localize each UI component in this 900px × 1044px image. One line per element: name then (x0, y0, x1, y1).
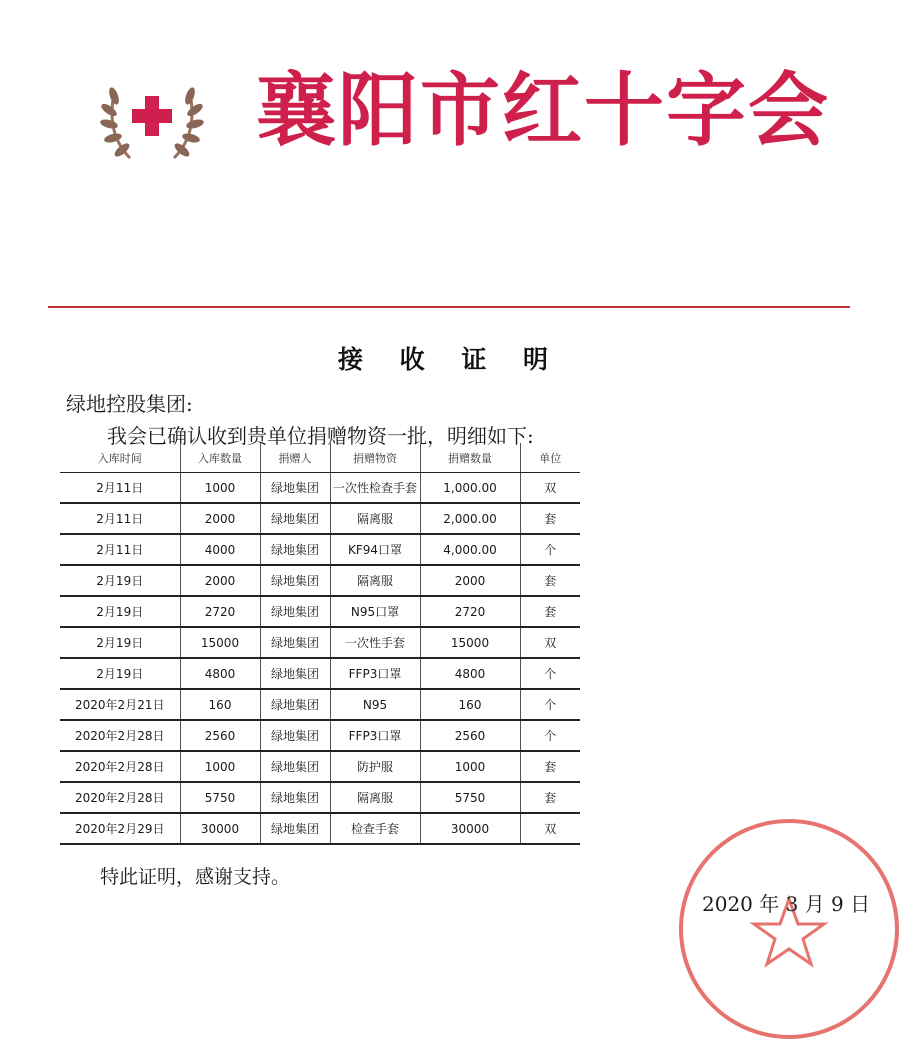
table-cell: 绿地集团 (260, 596, 330, 627)
table-cell: 30000 (180, 813, 260, 844)
table-cell: 2720 (180, 596, 260, 627)
table-cell: 2020年2月28日 (60, 782, 180, 813)
table-cell: 15000 (180, 627, 260, 658)
document-title: 接 收 证 明 (337, 345, 563, 374)
column-header: 入库时间 (60, 443, 180, 473)
table-row (60, 627, 580, 658)
table-cell: 防护服 (330, 751, 420, 782)
table-cell: 2000 (180, 503, 260, 534)
table-cell: 绿地集团 (260, 473, 330, 504)
table-cell: 双 (520, 473, 580, 504)
table-cell: 4,000.00 (420, 534, 520, 565)
table-row (60, 658, 580, 689)
table-cell: 2月19日 (60, 658, 180, 689)
table-cell: 个 (520, 658, 580, 689)
table-cell: 1000 (420, 751, 520, 782)
table-cell: 检查手套 (330, 813, 420, 844)
table-row (60, 473, 580, 504)
table-cell: 2月11日 (60, 503, 180, 534)
table-cell: 绿地集团 (260, 813, 330, 844)
table-cell: 2020年2月28日 (60, 720, 180, 751)
table-cell: 隔离服 (330, 782, 420, 813)
intro-paragraph: 我会已确认收到贵单位捐赠物资一批，明细如下: (107, 424, 534, 448)
column-header: 捐赠数量 (420, 443, 520, 473)
table-cell: 2720 (420, 596, 520, 627)
table-cell: 绿地集团 (260, 782, 330, 813)
table-cell: 2,000.00 (420, 503, 520, 534)
table-cell: 绿地集团 (260, 627, 330, 658)
table-cell: 套 (520, 751, 580, 782)
table-row (60, 565, 580, 596)
table-body (60, 473, 580, 845)
table-cell: 套 (520, 782, 580, 813)
column-header: 入库数量 (180, 443, 260, 473)
table-cell: 2月11日 (60, 534, 180, 565)
table-row (60, 689, 580, 720)
table-cell: 双 (520, 813, 580, 844)
table-cell: 1,000.00 (420, 473, 520, 504)
table-cell: 隔离服 (330, 503, 420, 534)
table-cell: 4000 (180, 534, 260, 565)
table-row (60, 596, 580, 627)
table-cell: 1000 (180, 751, 260, 782)
table-cell: 绿地集团 (260, 720, 330, 751)
table-cell: 2560 (180, 720, 260, 751)
table-cell: 15000 (420, 627, 520, 658)
table-header-row (60, 443, 580, 473)
table-cell: N95 (330, 689, 420, 720)
table-cell: 绿地集团 (260, 751, 330, 782)
table-cell: 2000 (420, 565, 520, 596)
closing-statement: 特此证明，感谢支持。 (100, 866, 291, 888)
table-cell: 双 (520, 627, 580, 658)
table-row (60, 751, 580, 782)
table-cell: 个 (520, 720, 580, 751)
table-cell: 4800 (180, 658, 260, 689)
table-cell: 2月19日 (60, 596, 180, 627)
table-cell: FFP3口罩 (330, 658, 420, 689)
table-row (60, 813, 580, 844)
table-cell: FFP3口罩 (330, 720, 420, 751)
table-cell: 绿地集团 (260, 503, 330, 534)
table-cell: 绿地集团 (260, 658, 330, 689)
table-cell: 个 (520, 689, 580, 720)
table-cell: 一次性手套 (330, 627, 420, 658)
table-cell: 套 (520, 565, 580, 596)
table-cell: 160 (180, 689, 260, 720)
table-cell: KF94口罩 (330, 534, 420, 565)
table-cell: 绿地集团 (260, 689, 330, 720)
table-cell: 一次性检查手套 (330, 473, 420, 504)
column-header: 捐赠人 (260, 443, 330, 473)
table-cell: 套 (520, 596, 580, 627)
table-cell: 绿地集团 (260, 534, 330, 565)
table-cell: 绿地集团 (260, 565, 330, 596)
recipient-line: 绿地控股集团: (66, 392, 193, 416)
table-row (60, 534, 580, 565)
table-cell: 隔离服 (330, 565, 420, 596)
table-cell: 30000 (420, 813, 520, 844)
table-cell: 2020年2月29日 (60, 813, 180, 844)
red-cross-wreath-icon (100, 64, 204, 168)
table-row (60, 782, 580, 813)
table-cell: 2月11日 (60, 473, 180, 504)
table-cell: 4800 (420, 658, 520, 689)
header-divider (48, 306, 850, 308)
table-cell: 5750 (420, 782, 520, 813)
table-cell: 5750 (180, 782, 260, 813)
table-cell: 2000 (180, 565, 260, 596)
org-name-heading: 襄阳市红十字会 (256, 64, 830, 157)
donation-items-table (60, 443, 580, 845)
issue-date: 2020 年 3 月 9 日 (702, 892, 871, 916)
table-cell: N95口罩 (330, 596, 420, 627)
table-cell: 1000 (180, 473, 260, 504)
column-header: 捐赠物资 (330, 443, 420, 473)
table-cell: 2020年2月28日 (60, 751, 180, 782)
table-cell: 2月19日 (60, 627, 180, 658)
table-cell: 个 (520, 534, 580, 565)
table-row (60, 503, 580, 534)
table-cell: 2020年2月21日 (60, 689, 180, 720)
table-cell: 套 (520, 503, 580, 534)
column-header: 单位 (520, 443, 580, 473)
red-circular-seal-star-icon (674, 814, 900, 1044)
table-cell: 160 (420, 689, 520, 720)
table-cell: 2560 (420, 720, 520, 751)
table-cell: 2月19日 (60, 565, 180, 596)
table-row (60, 720, 580, 751)
